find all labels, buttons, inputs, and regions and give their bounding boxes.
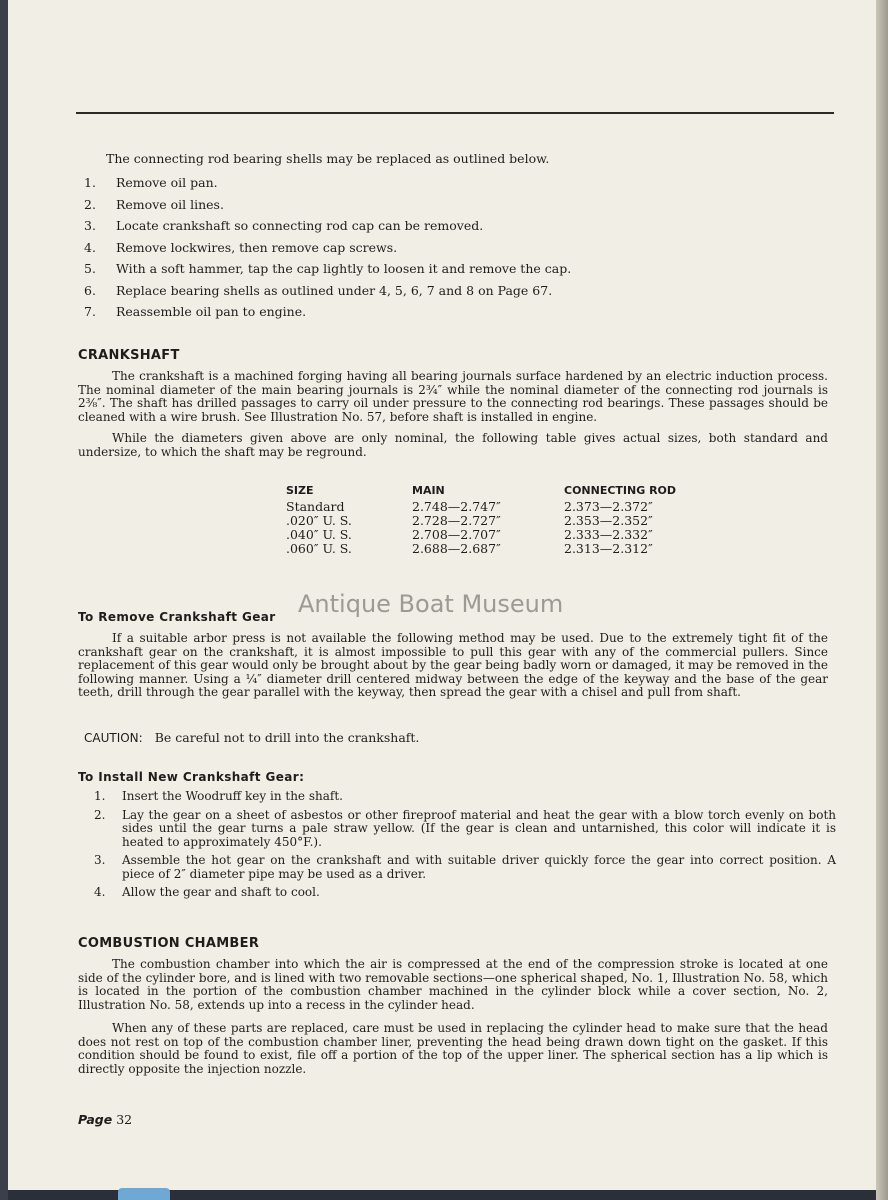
combustion-paragraph-1: The combustion chamber into which the air is compressed at the end of the compression stroke is located at one side of the cylinder bore, and is lined with two removable sections—one spherical shaped, No. 1, Illustration No. 58, which is located in the portion of the combustion chamber machined in the cylinder block while a cover section, No. 2, Illustration No. 58, extends up into a recess in the cylinder head.	[78, 957, 828, 1012]
column-header-connecting-rod: CONNECTING ROD	[564, 484, 677, 497]
watermark: Antique Boat Museum	[298, 590, 564, 618]
column-header-main: MAIN	[412, 484, 445, 497]
bearing-intro: The connecting rod bearing shells may be replaced as outlined below.	[106, 151, 550, 166]
crankshaft-paragraph-2: While the diameters given above are only nominal, the following table gives actual sizes, both standard and undersize, to which the shaft may be reground.	[78, 431, 828, 459]
table-header-row	[276, 484, 714, 500]
remove-gear-heading: To Remove Crankshaft Gear	[78, 610, 276, 624]
table-row: .020″ U. S. 2.728—2.727″ 2.353—2.352″	[286, 513, 653, 528]
remove-gear-paragraph: If a suitable arbor press is not available the following method may be used. Due to the extremely tight fit of the crankshaft gear on the crankshaft, it is almost impossible to pull this gear with any of the commercial pullers. Since replacement of this gear would only be brought about by the gear being badly worn or damaged, it may be removed in the following manner. Using a ¼″ diameter drill centered midway between the edge of the keyway and the base of the gear teeth, drill through the gear parallel with the keyway, then spread the gear with a chisel and pull from shaft.	[78, 631, 828, 699]
caution-text: Be careful not to drill into the crankshaft.	[154, 730, 420, 745]
page-number: Page 32	[78, 1112, 133, 1127]
caution-note	[84, 730, 419, 745]
scan-background-left	[0, 0, 8, 1200]
list-item: 2. Lay the gear on a sheet of asbestos or other fireproof material and heat the gear with a blow torch evenly on both sides until the gear turns a pale straw yellow. (If the gear is clean and untarnished, this color will indicate it is heated to approximately 450°F.).	[94, 807, 836, 849]
column-header-size: SIZE	[286, 484, 314, 497]
list-item: 3. Locate crankshaft so connecting rod cap can be removed.	[84, 218, 484, 233]
crankshaft-size-table	[276, 484, 714, 556]
crankshaft-paragraph-1: The crankshaft is a machined forging having all bearing journals surface hardened by an electric induction process. The nominal diameter of the main bearing journals is 2¾″ while the nominal diameter of the connecting rod journals is 2⅜″. The shaft has drilled passages to carry oil under pressure to the connecting rod bearings. These passages should be cleaned with a wire brush. See Illustration No. 57, before shaft is installed in engine.	[78, 369, 828, 424]
caution-label: CAUTION:	[84, 731, 143, 745]
list-item: 3. Assemble the hot gear on the crankshaft and with suitable driver quickly force the gear into correct position. A piece of 2″ diameter pipe may be used as a driver.	[94, 853, 836, 881]
crankshaft-heading: CRANKSHAFT	[78, 348, 180, 363]
combustion-paragraph-2: When any of these parts are replaced, care must be used in replacing the cylinder head to make sure that the head does not rest on top of the combustion chamber liner, preventing the head being drawn down tight on the gasket. If this condition should be found to exist, file off a portion of the top of the upper liner. The spherical section has a lip which is directly opposite the injection nozzle.	[78, 1021, 828, 1076]
table-row: .060″ U. S. 2.688—2.687″ 2.313—2.312″	[286, 541, 653, 556]
list-item: 7. Reassemble oil pan to engine.	[84, 304, 307, 319]
list-item: 4. Remove lockwires, then remove cap screws.	[84, 239, 398, 255]
header-rule	[76, 112, 834, 114]
list-item: 5. With a soft hammer, tap the cap lightly to loosen it and remove the cap.	[84, 261, 572, 276]
install-gear-heading: To Install New Crankshaft Gear:	[78, 770, 305, 784]
document-page	[8, 0, 876, 1190]
list-item: 6. Replace bearing shells as outlined under 4, 5, 6, 7 and 8 on Page 67.	[84, 282, 553, 298]
list-item: 1. Insert the Woodruff key in the shaft.	[94, 789, 343, 803]
list-item: 2. Remove oil lines.	[84, 196, 224, 212]
table-row: Standard 2.748—2.747″ 2.373—2.372″	[286, 499, 653, 514]
install-gear-steps	[88, 790, 836, 905]
bearing-steps	[84, 176, 571, 327]
combustion-heading: COMBUSTION CHAMBER	[78, 936, 260, 951]
table-row: .040″ U. S. 2.708—2.707″ 2.333—2.332″	[286, 527, 653, 542]
page-stack-edge	[876, 0, 888, 1200]
list-item: 1. Remove oil pan.	[84, 175, 218, 190]
list-item: 4. Allow the gear and shaft to cool.	[94, 885, 320, 899]
binder-clip	[118, 1188, 170, 1200]
